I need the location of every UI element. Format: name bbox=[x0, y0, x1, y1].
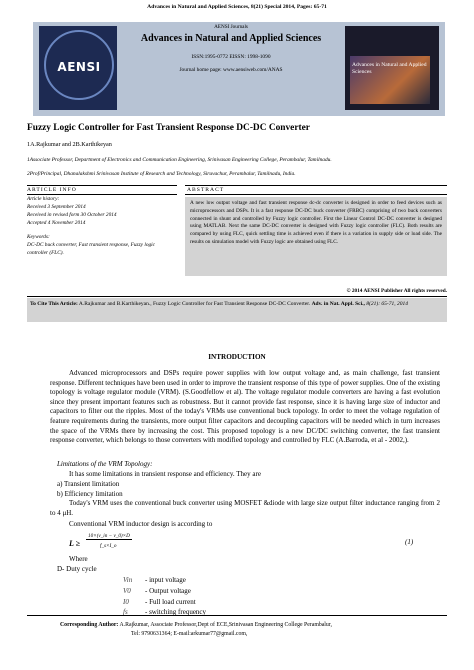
where-label: Where bbox=[69, 555, 88, 563]
symbol-fs: fs bbox=[123, 608, 128, 616]
affiliation-2: 2Prof/Principal, Dhanalakshmi Srinivasan Institute of Research and Technology, Siruvachur, Perambalur, Tamilnadu, India. bbox=[27, 171, 296, 177]
limitations-intro: It has some limitations in transient response and efficiency. They are bbox=[69, 470, 261, 478]
cover-title: Advances in Natural and Applied Sciences bbox=[352, 62, 427, 75]
footer-rule bbox=[27, 615, 447, 616]
abstract-text: A new low output voltage and fast transient response dc-dc converter is designed in order to feed devices such as microprocessors and DSPs. It is a fast response DC-DC buck converter (FRBC) comprising of two buck converters connected in shunt and controlled by Fuzzy logic controller. First the Linear Control DC-DC converter is designed using MATLAB. Next the same DC-DC converter is designed with Fuzzy logic controller (FLC). Both results are compared by using FLC, quick settling time is achieved even if there is a variation in supply side or load side. The results on simulation model with Fuzzy logic are obtained using FLC. bbox=[185, 197, 447, 276]
symbol-i0: I0 bbox=[123, 598, 129, 606]
cite-top-rule bbox=[27, 296, 447, 297]
cite-volume: 8(21): 65-71, 2014 bbox=[366, 301, 408, 307]
corresponding-author-contact[interactable]: Tel: 9790631364; E-mail:arkumar77@gmail.com, bbox=[131, 630, 248, 637]
banner-text bbox=[122, 24, 340, 74]
limitation-b: b) Efficiency limitation bbox=[57, 490, 123, 498]
article-info bbox=[27, 195, 177, 257]
revised-date: Received in revised form 30 October 2014 bbox=[27, 212, 117, 218]
received-date: Received 3 September 2014 bbox=[27, 204, 86, 210]
journal-title: Advances in Natural and Applied Sciences bbox=[140, 33, 322, 44]
corresponding-author-label: Corresponding Author: bbox=[60, 622, 119, 628]
cite-label: To Cite This Article: bbox=[30, 301, 78, 307]
intro-paragraph-3: Conventional VRM inductor design is according to bbox=[69, 520, 213, 528]
duty-cycle-def: D- Duty cycle bbox=[57, 565, 97, 573]
issn-line: ISSN:1995-0772 EISSN: 1998-1090 bbox=[191, 54, 271, 60]
paper-title: Fuzzy Logic Controller for Fast Transient Response DC-DC Converter bbox=[27, 123, 310, 133]
article-info-header: ARTICLE INFO bbox=[27, 187, 77, 193]
publisher-line: AENSI Journals bbox=[214, 24, 248, 30]
running-head: Advances in Natural and Applied Sciences, 8(21) Special 2014, Pages: 65-71 bbox=[147, 4, 327, 10]
symbol-i0-desc: - Full load current bbox=[145, 598, 196, 606]
copyright: © 2014 AENSI Publisher All rights reserved. bbox=[346, 288, 447, 294]
symbol-fs-desc: - switching frequency bbox=[145, 608, 207, 616]
equation-denominator: f_s×I_o bbox=[100, 543, 117, 549]
intro-paragraph-1: Advanced microprocessors and DSPs require power supplies with low output voltage and, as main challenge, fast transient response. Different techniques have been used in order to improve the transient response of this type of power supplies. One of the existing topology is voltage regulator module (VRM). (S.Goodfellow et al). The voltage regulator module converters are having a fast evolution since they present important features such as robustness. But it cannot provide fast response, since it is having large size of inductor and capacitors to filter out the ripples. Most of the today's VRMs use conventional buck topology. In order to meet the voltage regulation of feature requirements during the transients, more output filter capacitors and decoupling capacitors will be needed which in turn increases the space of the VRMs there by increasing the cost. This proposed topology is a new DC/DC switching converter, the fast transient response converter, which belongs to those converters with modified topology and controlled by FLC (A.Barroda, et al - 2002,). bbox=[50, 369, 440, 445]
accepted-date: Accepted 4 November 2014 bbox=[27, 220, 86, 226]
cite-journal: Adv. in Nat. Appl. Sci., bbox=[311, 301, 365, 307]
introduction-heading: INTRODUCTION bbox=[208, 353, 266, 361]
limitation-a: a) Transient limitation bbox=[57, 480, 120, 488]
corresponding-author bbox=[60, 621, 440, 638]
affiliation-1: 1Associate Professor, Department of Electronics and Communication Engineering, Srinivasan Engineering College, Perambalur, Tamilnadu. bbox=[27, 157, 332, 163]
keywords: DC-DC buck converter, Fast transient response, Fuzzy logic controller (FLC). bbox=[27, 242, 155, 256]
abstract-header: ABSTRACT bbox=[187, 187, 225, 193]
symbol-vin-desc: - input voltage bbox=[145, 576, 186, 584]
corresponding-author-line1: A.Rajkumar, Associate Professor,Dept of ECE,Srinivasan Engineering College Perambalur, bbox=[119, 622, 332, 628]
equation-lhs: L ≥ bbox=[69, 539, 80, 548]
info-top-rule bbox=[27, 185, 177, 186]
abstract-top-rule bbox=[185, 185, 447, 186]
history-label: Article history: bbox=[27, 196, 60, 202]
symbol-v0: V0 bbox=[123, 587, 131, 595]
limitations-heading: Limitations of the VRM Topology: bbox=[57, 460, 153, 468]
intro-paragraph-2: Today's VRM uses the conventional buck converter using MOSFET &diode with large size output filter inductance ranging from 2 to 4 μH. bbox=[50, 499, 440, 517]
logo-text: AENSI bbox=[57, 60, 101, 74]
equation-number: (1) bbox=[405, 538, 414, 546]
symbol-v0-desc: - Output voltage bbox=[145, 587, 191, 595]
equation-numerator: 10×(v_in − v_0)×D bbox=[88, 533, 130, 539]
symbol-vin: Vin bbox=[123, 576, 133, 584]
abstract-bottom-rule bbox=[185, 194, 447, 195]
journal-homepage[interactable]: Journal home page: www.aensiweb.com/ANAS bbox=[179, 67, 283, 73]
authors: 1A.Rajkumar and 2B.Karthikeyan bbox=[27, 141, 112, 148]
cite-text: A.Rajkumar and B.Karthikeyan., Fuzzy Logic Controller for Fast Transient Response DC-DC Converter. bbox=[78, 301, 311, 307]
keywords-label: Keywords: bbox=[27, 234, 50, 240]
citation-box bbox=[27, 298, 447, 322]
